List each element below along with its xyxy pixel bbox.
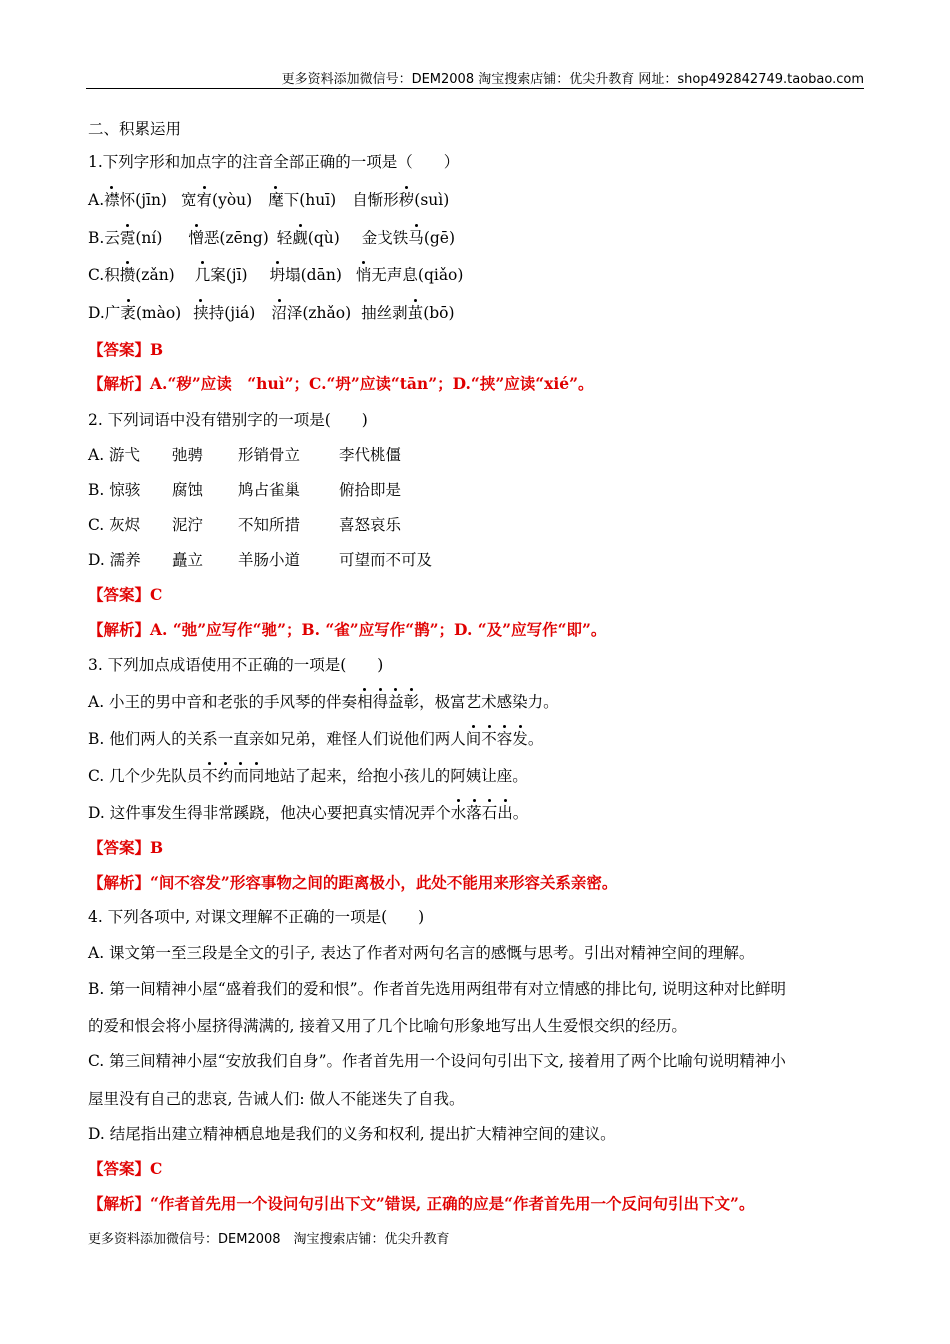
emphasis-char: 不 [202, 767, 218, 785]
emphasis-char: 得 [372, 693, 389, 711]
q2-answer: 【答案】C [88, 585, 163, 604]
emphasis-char: 约 [217, 767, 234, 785]
emphasis-char: 而 [233, 767, 249, 785]
q1-option-a: A.襟怀(jīn) 宽宥(yòu) 麾下(huī) 自惭形秽(suì) [88, 191, 450, 209]
q2-option-a: A. 游弋 弛骋 形销骨立 李代桃僵 [88, 446, 402, 464]
q1-stem: 1.下列字形和加点字的注音全部正确的一项是（ ） [88, 153, 460, 171]
q4-option-c-line1: C. 第三间精神小屋“安放我们自身”。作者首先用一个设问句引出下文, 接着用了两个比喻句说明精神小 [88, 1052, 786, 1070]
q3-option-c: C. 几个少先队员不约而同地站了起来，给抱小孩儿的阿姨让座。 [88, 767, 528, 785]
section-title: 二、积累运用 [88, 120, 182, 138]
q1-answer: 【答案】B [88, 340, 164, 359]
q3-b-dotted-idiom [466, 730, 528, 748]
q4-answer: 【答案】C [88, 1159, 163, 1178]
page-header: 更多资料添加微信号：DEM2008 淘宝搜索店铺：优尖升教育 网址：shop492842749.taobao.com [281, 72, 864, 87]
emphasis-char: 彰 [403, 693, 420, 711]
q3-stem: 3. 下列加点成语使用不正确的一项是( ) [88, 656, 384, 674]
q3-c-dotted-idiom [202, 767, 264, 785]
q3-option-b: B. 他们两人的关系一直亲如兄弟，难怪人们说他们两人间不容发。 [88, 730, 544, 748]
emphasis-char: 落 [466, 804, 482, 822]
q3-answer: 【答案】B [88, 838, 164, 857]
q1-option-d: D.广袤(mào) 挟持(jiá) 沼泽(zhǎo) 抽丝剥茧(bō) [88, 304, 455, 322]
emphasis-char: 相 [357, 693, 373, 711]
q2-option-c: C. 灰烬 泥泞 不知所措 喜怒哀乐 [88, 516, 402, 534]
q4-option-b-line1: B. 第一间精神小屋“盛着我们的爱和恨”。作者首先选用两组带有对立情感的排比句, 说明这种对比鲜明 [88, 980, 786, 998]
q1-analysis: 【解析】A.“秽”应读 “huì”；C.“坍”应读“tān”；D.“挟”应读“xié”。 [88, 374, 594, 393]
emphasis-char: 益 [388, 693, 404, 711]
q2-option-d: D. 濡养 矗立 羊肠小道 可望而不可及 [88, 551, 433, 569]
emphasis-char: 水 [450, 804, 467, 822]
emphasis-char: 不 [481, 730, 497, 748]
q4-option-c-line2: 屋里没有自己的悲哀, 告诫人们: 做人不能迷失了自我。 [88, 1090, 465, 1108]
emphasis-char: 同 [248, 767, 265, 785]
q1-option-c: C.积攒(zǎn) 几案(jī) 坍塌(dān) 悄无声息(qiǎo) [88, 266, 464, 284]
q3-analysis: 【解析】“间不容发”形容事物之间的距离极小，此处不能用来形容关系亲密。 [88, 873, 618, 892]
emphasis-char: 间 [465, 730, 482, 748]
q4-stem: 4. 下列各项中, 对课文理解不正确的一项是( ) [88, 908, 425, 926]
q2-option-b: B. 惊骇 腐蚀 鸠占雀巢 俯拾即是 [88, 481, 402, 499]
emphasis-char: 容 [496, 730, 513, 748]
q3-a-dotted-idiom [357, 693, 419, 711]
emphasis-char: 发 [512, 730, 528, 748]
q3-option-d: D. 这件事发生得非常蹊跷，他决心要把真实情况弄个水落石出。 [88, 804, 529, 822]
q4-option-a: A. 课文第一至三段是全文的引子, 表达了作者对两句名言的感慨与思考。引出对精神空间的理解。 [88, 944, 755, 962]
q2-analysis: 【解析】A. “弛”应写作“驰”；B. “雀”应写作“鹊”；D. “及”应写作“即”。 [88, 620, 607, 639]
emphasis-char: 出 [497, 804, 513, 822]
q3-option-a: A. 小王的男中音和老张的手风琴的伴奏相得益彰，极富艺术感染力。 [88, 693, 559, 711]
q4-analysis: 【解析】“作者首先用一个设问句引出下文”错误, 正确的应是“作者首先用一个反问句引出下文”。 [88, 1194, 755, 1213]
q2-stem: 2. 下列词语中没有错别字的一项是( ) [88, 411, 368, 429]
header-divider [86, 88, 864, 89]
q1-option-b: B.云霓(ní) 憎恶(zēng) 轻觑(qù) 金戈铁马(gē) [88, 229, 456, 247]
page-footer: 更多资料添加微信号：DEM2008 淘宝搜索店铺：优尖升教育 [88, 1232, 450, 1247]
q4-option-d: D. 结尾指出建立精神栖息地是我们的义务和权利, 提出扩大精神空间的建议。 [88, 1125, 616, 1143]
q3-d-dotted-idiom [451, 804, 513, 822]
emphasis-char: 石 [481, 804, 498, 822]
q4-option-b-line2: 的爱和恨会将小屋挤得满满的, 接着又用了几个比喻句形象地写出人生爱恨交织的经历。 [88, 1017, 687, 1035]
